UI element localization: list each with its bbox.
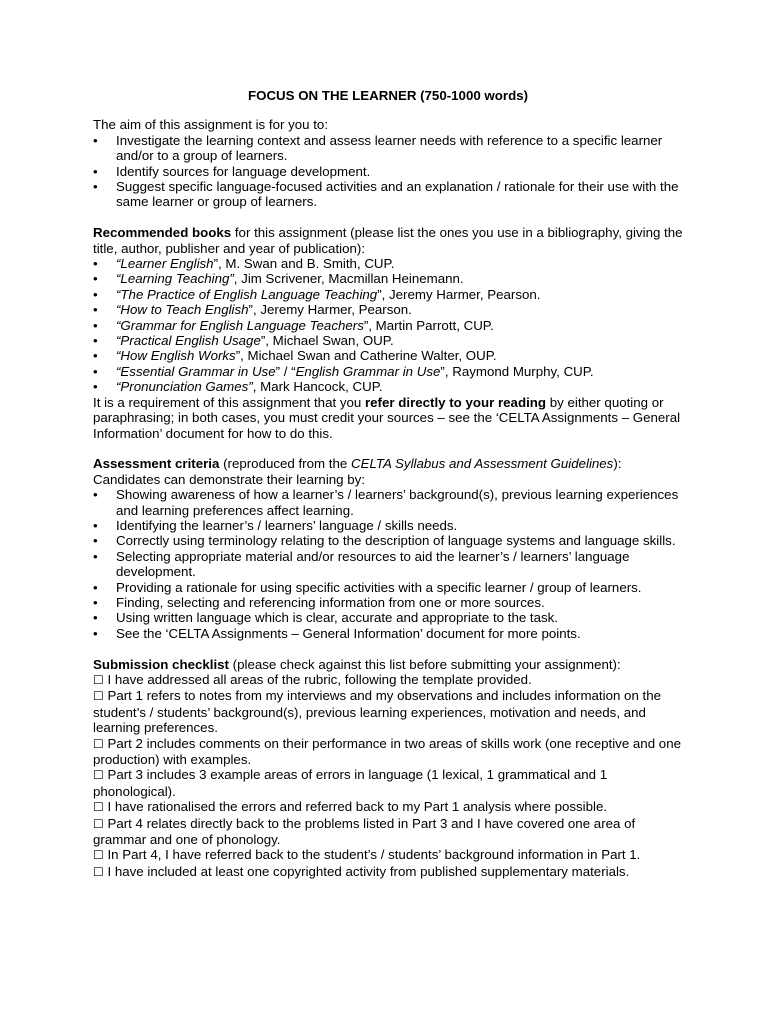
- books-list: [93, 256, 683, 395]
- book-details: ”, Jeremy Harmer, Pearson.: [377, 286, 541, 302]
- book-title: “Pronunciation Games”: [116, 379, 253, 395]
- book-details: ”, Jeremy Harmer, Pearson.: [248, 302, 412, 318]
- aim-item: • Investigate the learning context and assess learner needs with reference to a specific learner and/or to a group of learners.: [93, 133, 683, 164]
- aim-item: • Identify sources for language development.: [93, 164, 683, 179]
- books-section: [93, 225, 683, 441]
- checklist-item: [93, 816, 683, 848]
- checkbox-icon[interactable]: ☐: [93, 689, 104, 704]
- book-item: [93, 348, 683, 363]
- aim-intro: The aim of this assignment is for you to:: [93, 117, 329, 133]
- checklist-item: [93, 688, 683, 735]
- checklist-item-text: Part 1 refers to notes from my interviews and my observations and includes information on the student’s / students’ background(s), previous learning experiences, motivation and needs, and learning preferences.: [93, 688, 662, 736]
- book-title-second: English Grammar in Use: [295, 363, 441, 379]
- assessment-intro: [93, 456, 683, 471]
- checklist-item: [93, 799, 683, 815]
- criterion-item: • Providing a rationale for using specific activities with a specific learner / group of learners.: [93, 580, 683, 595]
- books-intro-text: for this assignment (please list the ones you use in a bibliography, giving the title, author, publisher and year of publication):: [93, 225, 683, 256]
- book-title: “Essential Grammar in Use: [116, 363, 276, 379]
- criterion-item: • Finding, selecting and referencing information from one or more sources.: [93, 595, 683, 610]
- book-details: ”, Michael Swan and Catherine Walter, OUP.: [235, 348, 497, 364]
- checklist-item-text: I have addressed all areas of the rubric, following the template provided.: [103, 671, 532, 687]
- checkbox-icon[interactable]: ☐: [93, 848, 104, 863]
- book-title: “How to Teach English: [116, 302, 249, 318]
- books-heading: Recommended books: [93, 225, 232, 241]
- book-details: ”, Martin Parrott, CUP.: [363, 317, 494, 333]
- reading-requirement: [93, 395, 683, 441]
- checklist-item: [93, 736, 683, 768]
- checklist-item-text: In Part 4, I have referred back to the student’s / students’ background information in Part 1.: [103, 847, 641, 863]
- book-item: [93, 318, 683, 333]
- criterion-item: • Selecting appropriate material and/or resources to aid the learner’s / learners’ language development.: [93, 549, 683, 580]
- book-title: “Grammar for English Language Teachers: [116, 317, 364, 333]
- checklist-item: [93, 672, 683, 688]
- book-title: “Practical English Usage: [116, 333, 261, 349]
- criterion-item: • Identifying the learner’s / learners’ language / skills needs.: [93, 518, 683, 533]
- checklist-item-text: I have included at least one copyrighted activity from published supplementary materials.: [103, 863, 630, 879]
- book-details: ”, Raymond Murphy, CUP.: [440, 363, 594, 379]
- assessment-intro-text: (reproduced from the: [219, 456, 351, 472]
- checklist-intro-text: (please check against this list before submitting your assignment):: [228, 656, 621, 672]
- criterion-item: • Showing awareness of how a learner’s / learners’ background(s), previous learning experiences and learning preferences affect learning.: [93, 487, 683, 518]
- book-item: [93, 302, 683, 317]
- checklist-item-text: Part 3 includes 3 example areas of errors in language (1 lexical, 1 grammatical and 1 phonological).: [93, 767, 608, 799]
- assessment-section: [93, 456, 683, 641]
- book-title: “Learning Teaching”: [116, 271, 234, 287]
- checklist-item: [93, 847, 683, 863]
- assessment-list: [93, 487, 683, 641]
- criterion-item: • Correctly using terminology relating to the description of language systems and language skills.: [93, 533, 683, 548]
- checkbox-icon[interactable]: ☐: [93, 816, 104, 831]
- book-title: “How English Works: [116, 348, 236, 364]
- book-details: , Jim Scrivener, Macmillan Heinemann.: [233, 271, 464, 287]
- book-item: [93, 256, 683, 271]
- assessment-heading: Assessment criteria: [93, 456, 220, 472]
- book-item: [93, 333, 683, 348]
- checkbox-icon[interactable]: ☐: [93, 672, 104, 687]
- checklist-item-text: Part 4 relates directly back to the problems listed in Part 3 and I have covered one area of grammar and one of phonology.: [93, 815, 636, 848]
- document-title: FOCUS ON THE LEARNER (750-1000 words): [247, 88, 529, 103]
- checklist-intro: [93, 657, 683, 672]
- requirement-text: by either quoting or paraphrasing; in both cases, you must credit your sources – see the ‘CELTA Assignments – General Information’ document for how to do this.: [93, 394, 681, 441]
- book-item: [93, 287, 683, 302]
- criterion-item: • Using written language which is clear, accurate and appropriate to the task.: [93, 610, 683, 625]
- assessment-intro-text: ):: [613, 456, 622, 472]
- checklist-heading: Submission checklist: [93, 656, 229, 672]
- book-details: ”, Michael Swan, OUP.: [260, 333, 394, 349]
- assessment-lead: Candidates can demonstrate their learning by:: [93, 471, 366, 487]
- requirement-emphasis: refer directly to your reading: [364, 394, 547, 410]
- book-details: ” / “: [275, 363, 296, 379]
- aim-list: [93, 133, 683, 210]
- syllabus-title: CELTA Syllabus and Assessment Guidelines: [350, 456, 614, 472]
- checklist-item: [93, 767, 683, 799]
- book-item: [93, 364, 683, 379]
- book-title: “The Practice of English Language Teaching: [116, 286, 378, 302]
- checkbox-icon[interactable]: ☐: [93, 864, 104, 879]
- book-details: , Mark Hancock, CUP.: [252, 379, 383, 395]
- book-item: [93, 379, 683, 394]
- book-details: ”, M. Swan and B. Smith, CUP.: [213, 256, 395, 272]
- aim-item: • Suggest specific language-focused activities and an explanation / rationale for their use with the same learner or group of learners.: [93, 179, 683, 210]
- criterion-item: • See the ‘CELTA Assignments – General Information’ document for more points.: [93, 626, 683, 641]
- book-item: [93, 271, 683, 286]
- book-title: “Learner English: [116, 256, 214, 272]
- document-content: [93, 88, 683, 880]
- checklist-section: [93, 657, 683, 881]
- books-intro: [93, 225, 683, 256]
- checkbox-icon[interactable]: ☐: [93, 800, 104, 815]
- checkbox-icon[interactable]: ☐: [93, 736, 104, 751]
- checklist-item-text: Part 2 includes comments on their performance in two areas of skills work (one receptive and one production) with examples.: [93, 735, 681, 768]
- checklist-item: [93, 864, 683, 880]
- checklist-item-text: I have rationalised the errors and referred back to my Part 1 analysis where possible.: [103, 799, 608, 815]
- requirement-text: It is a requirement of this assignment that you: [93, 394, 365, 410]
- checkbox-icon[interactable]: ☐: [93, 768, 104, 783]
- aim-section: [93, 117, 683, 209]
